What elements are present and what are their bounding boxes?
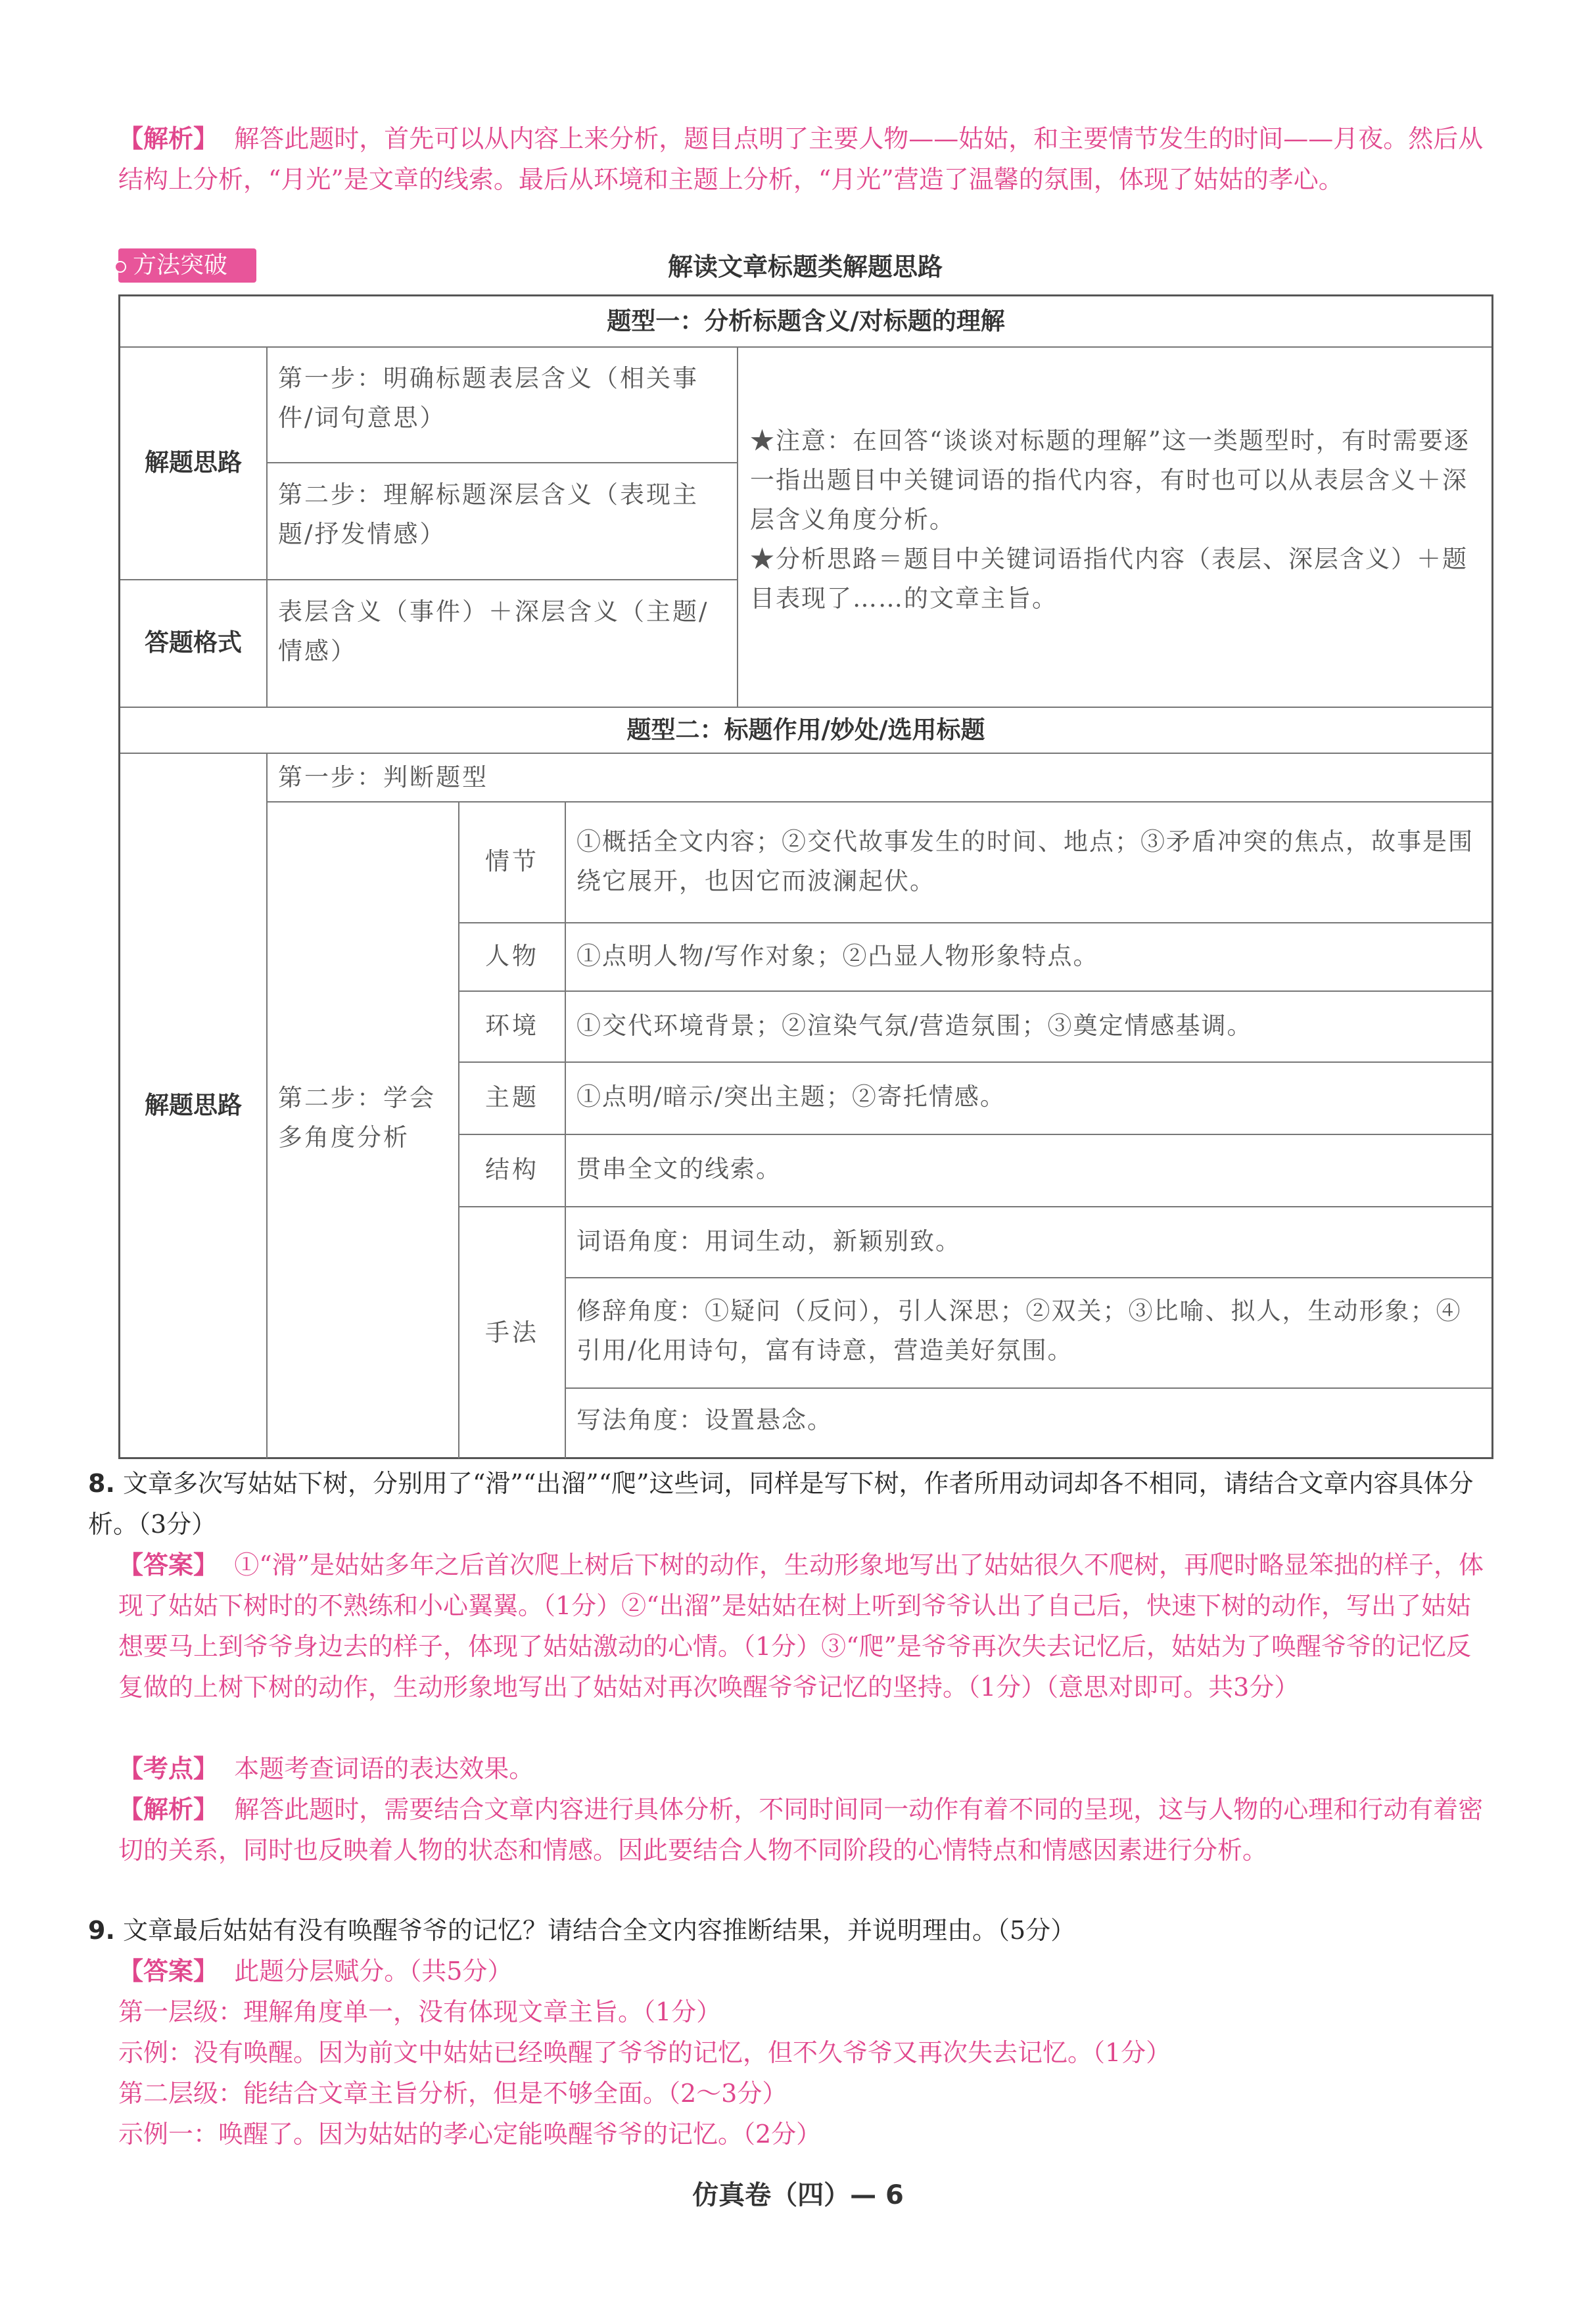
- step1: 第一步：明确标题表层含义（相关事件/词句意思）: [278, 364, 699, 432]
- text-technique-word: 词语角度：用词生动，新颖别致。: [576, 1227, 961, 1255]
- step-multi: 第二步：学会多角度分析: [278, 1084, 436, 1152]
- page-footer: 仿真卷（四）— 6: [692, 2180, 904, 2210]
- q8-point-tag: 【考点】: [118, 1754, 219, 1783]
- text-environment: ①交代环境背景；②渲染气氛/营造氛围；③奠定情感基调。: [576, 1012, 1253, 1040]
- q8-analysis: [118, 1789, 1492, 1871]
- step2: 第二步：理解标题深层含义（表现主题/抒发情感）: [278, 480, 699, 548]
- table-title: 解读文章标题类解题思路: [667, 252, 943, 281]
- label-environment: 环境: [485, 1012, 539, 1040]
- text-character: ①点明人物/写作对象；②凸显人物形象特点。: [576, 942, 1099, 970]
- note2: ★分析思路＝题目中关键词语指代内容（表层、深层含义）＋题目表现了……的文章主旨。: [750, 545, 1468, 613]
- text-theme: ①点明/暗示/突出主题；②寄托情感。: [576, 1083, 1006, 1111]
- q8-answer-text: ①“滑”是姑姑多年之后首次爬上树后下树的动作，生动形象地写出了姑姑很久不爬树，再爬时略显笨拙的样子，体现了姑姑下树时的不熟练和小心翼翼。（1分）②“出溜”是姑姑在树上听到爷爷认出了自己后，快速下树的动作，写出了姑姑想要马上到爷爷身边去的样子，体现了姑姑激动的心情。（1分）③“爬”是爷爷再次失去记忆后，姑姑为了唤醒爷爷的记忆反复做的上树下树的动作，生动形象地写出了姑姑对再次唤醒爷爷记忆的坚持。（1分）（意思对即可。共3分）: [118, 1550, 1484, 1702]
- label-plot: 情节: [485, 847, 539, 875]
- q8-point: [118, 1748, 1492, 1789]
- row-label-format: 答题格式: [145, 628, 242, 657]
- q8-point-text: 本题考查词语的表达效果。: [234, 1754, 534, 1783]
- question-8: [88, 1463, 1492, 1545]
- row-label-thinking2: 解题思路: [145, 1091, 242, 1119]
- q9-answer: [118, 1951, 1492, 1991]
- q9-line-4: 示例一：唤醒了。因为姑姑的孝心定能唤醒爷爷的记忆。（2分）: [118, 2120, 822, 2149]
- type1-header: 题型一：分析标题含义/对标题的理解: [607, 307, 1005, 335]
- text-technique-rhetoric: 修辞角度：①疑问（反问），引人深思；②双关；③比喻、拟人，生动形象；④引用/化用诗句，富有诗意，营造美好氛围。: [576, 1297, 1462, 1364]
- q9-answer-text: 此题分层赋分。（共5分）: [234, 1957, 513, 1986]
- intro-analysis: [118, 118, 1492, 200]
- method-badge-label: 方法突破: [133, 252, 228, 279]
- q9-number: 9.: [88, 1916, 115, 1945]
- text-plot: ①概括全文内容；②交代故事发生的时间、地点；③矛盾冲突的焦点，故事是围绕它展开，也因它而波澜起伏。: [576, 827, 1474, 895]
- text-structure: 贯串全文的线索。: [576, 1155, 782, 1183]
- q8-number: 8.: [88, 1469, 115, 1498]
- label-structure: 结构: [485, 1155, 539, 1184]
- type2-header: 题型二：标题作用/妙处/选用标题: [626, 716, 985, 744]
- question-9: [88, 1910, 1492, 1951]
- label-theme: 主题: [485, 1083, 539, 1111]
- q8-question: 文章多次写姑姑下树，分别用了“滑”“出溜”“爬”这些词，同样是写下树，作者所用动词却各不相同，请结合文章内容具体分析。（3分）: [88, 1469, 1474, 1539]
- row-label-thinking: 解题思路: [145, 448, 242, 477]
- label-technique: 手法: [485, 1318, 539, 1347]
- note1: ★注意：在回答“谈谈对标题的理解”这一类题型时，有时需要逐一指出题目中关键词语的指代内容，有时也可以从表层含义＋深层含义角度分析。: [750, 427, 1470, 534]
- intro-text: 解答此题时，首先可以从内容上来分析，题目点明了主要人物——姑姑，和主要情节发生的时间——月夜。然后从结构上分析，“月光”是文章的线索。最后从环境和主题上分析，“月光”营造了温馨的氛围，体现了姑姑的孝心。: [118, 124, 1484, 194]
- q9-line-3: 第二层级：能结合文章主旨分析，但是不够全面。（2～3分）: [118, 2079, 787, 2108]
- q9-question: 文章最后姑姑有没有唤醒爷爷的记忆？请结合全文内容推断结果，并说明理由。（5分）: [122, 1916, 1076, 1945]
- method-table: [118, 294, 1493, 1459]
- q9-line-2: 示例：没有唤醒。因为前文中姑姑已经唤醒了爷爷的记忆，但不久爷爷又再次失去记忆。（1分）: [118, 2038, 1171, 2067]
- intro-tag: 【解析】: [118, 124, 219, 153]
- q8-answer-tag: 【答案】: [118, 1550, 219, 1579]
- format-text: 表层含义（事件）＋深层含义（主题/情感）: [278, 597, 709, 665]
- q8-answer: [118, 1545, 1492, 1708]
- q8-analysis-text: 解答此题时，需要结合文章内容进行具体分析，不同时间同一动作有着不同的呈现，这与人物的心理和行动有着密切的关系，同时也反映着人物的状态和情感。因此要结合人物不同阶段的心情特点和情感因素进行分析。: [118, 1795, 1484, 1865]
- q8-analysis-tag: 【解析】: [118, 1795, 219, 1824]
- q9-line-1: 第一层级：理解角度单一，没有体现文章主旨。（1分）: [118, 1997, 722, 2026]
- q9-answer-tag: 【答案】: [118, 1957, 219, 1986]
- text-technique-writing: 写法角度：设置悬念。: [576, 1406, 833, 1434]
- label-character: 人物: [485, 942, 539, 970]
- step-judge: 第一步：判断题型: [278, 763, 488, 791]
